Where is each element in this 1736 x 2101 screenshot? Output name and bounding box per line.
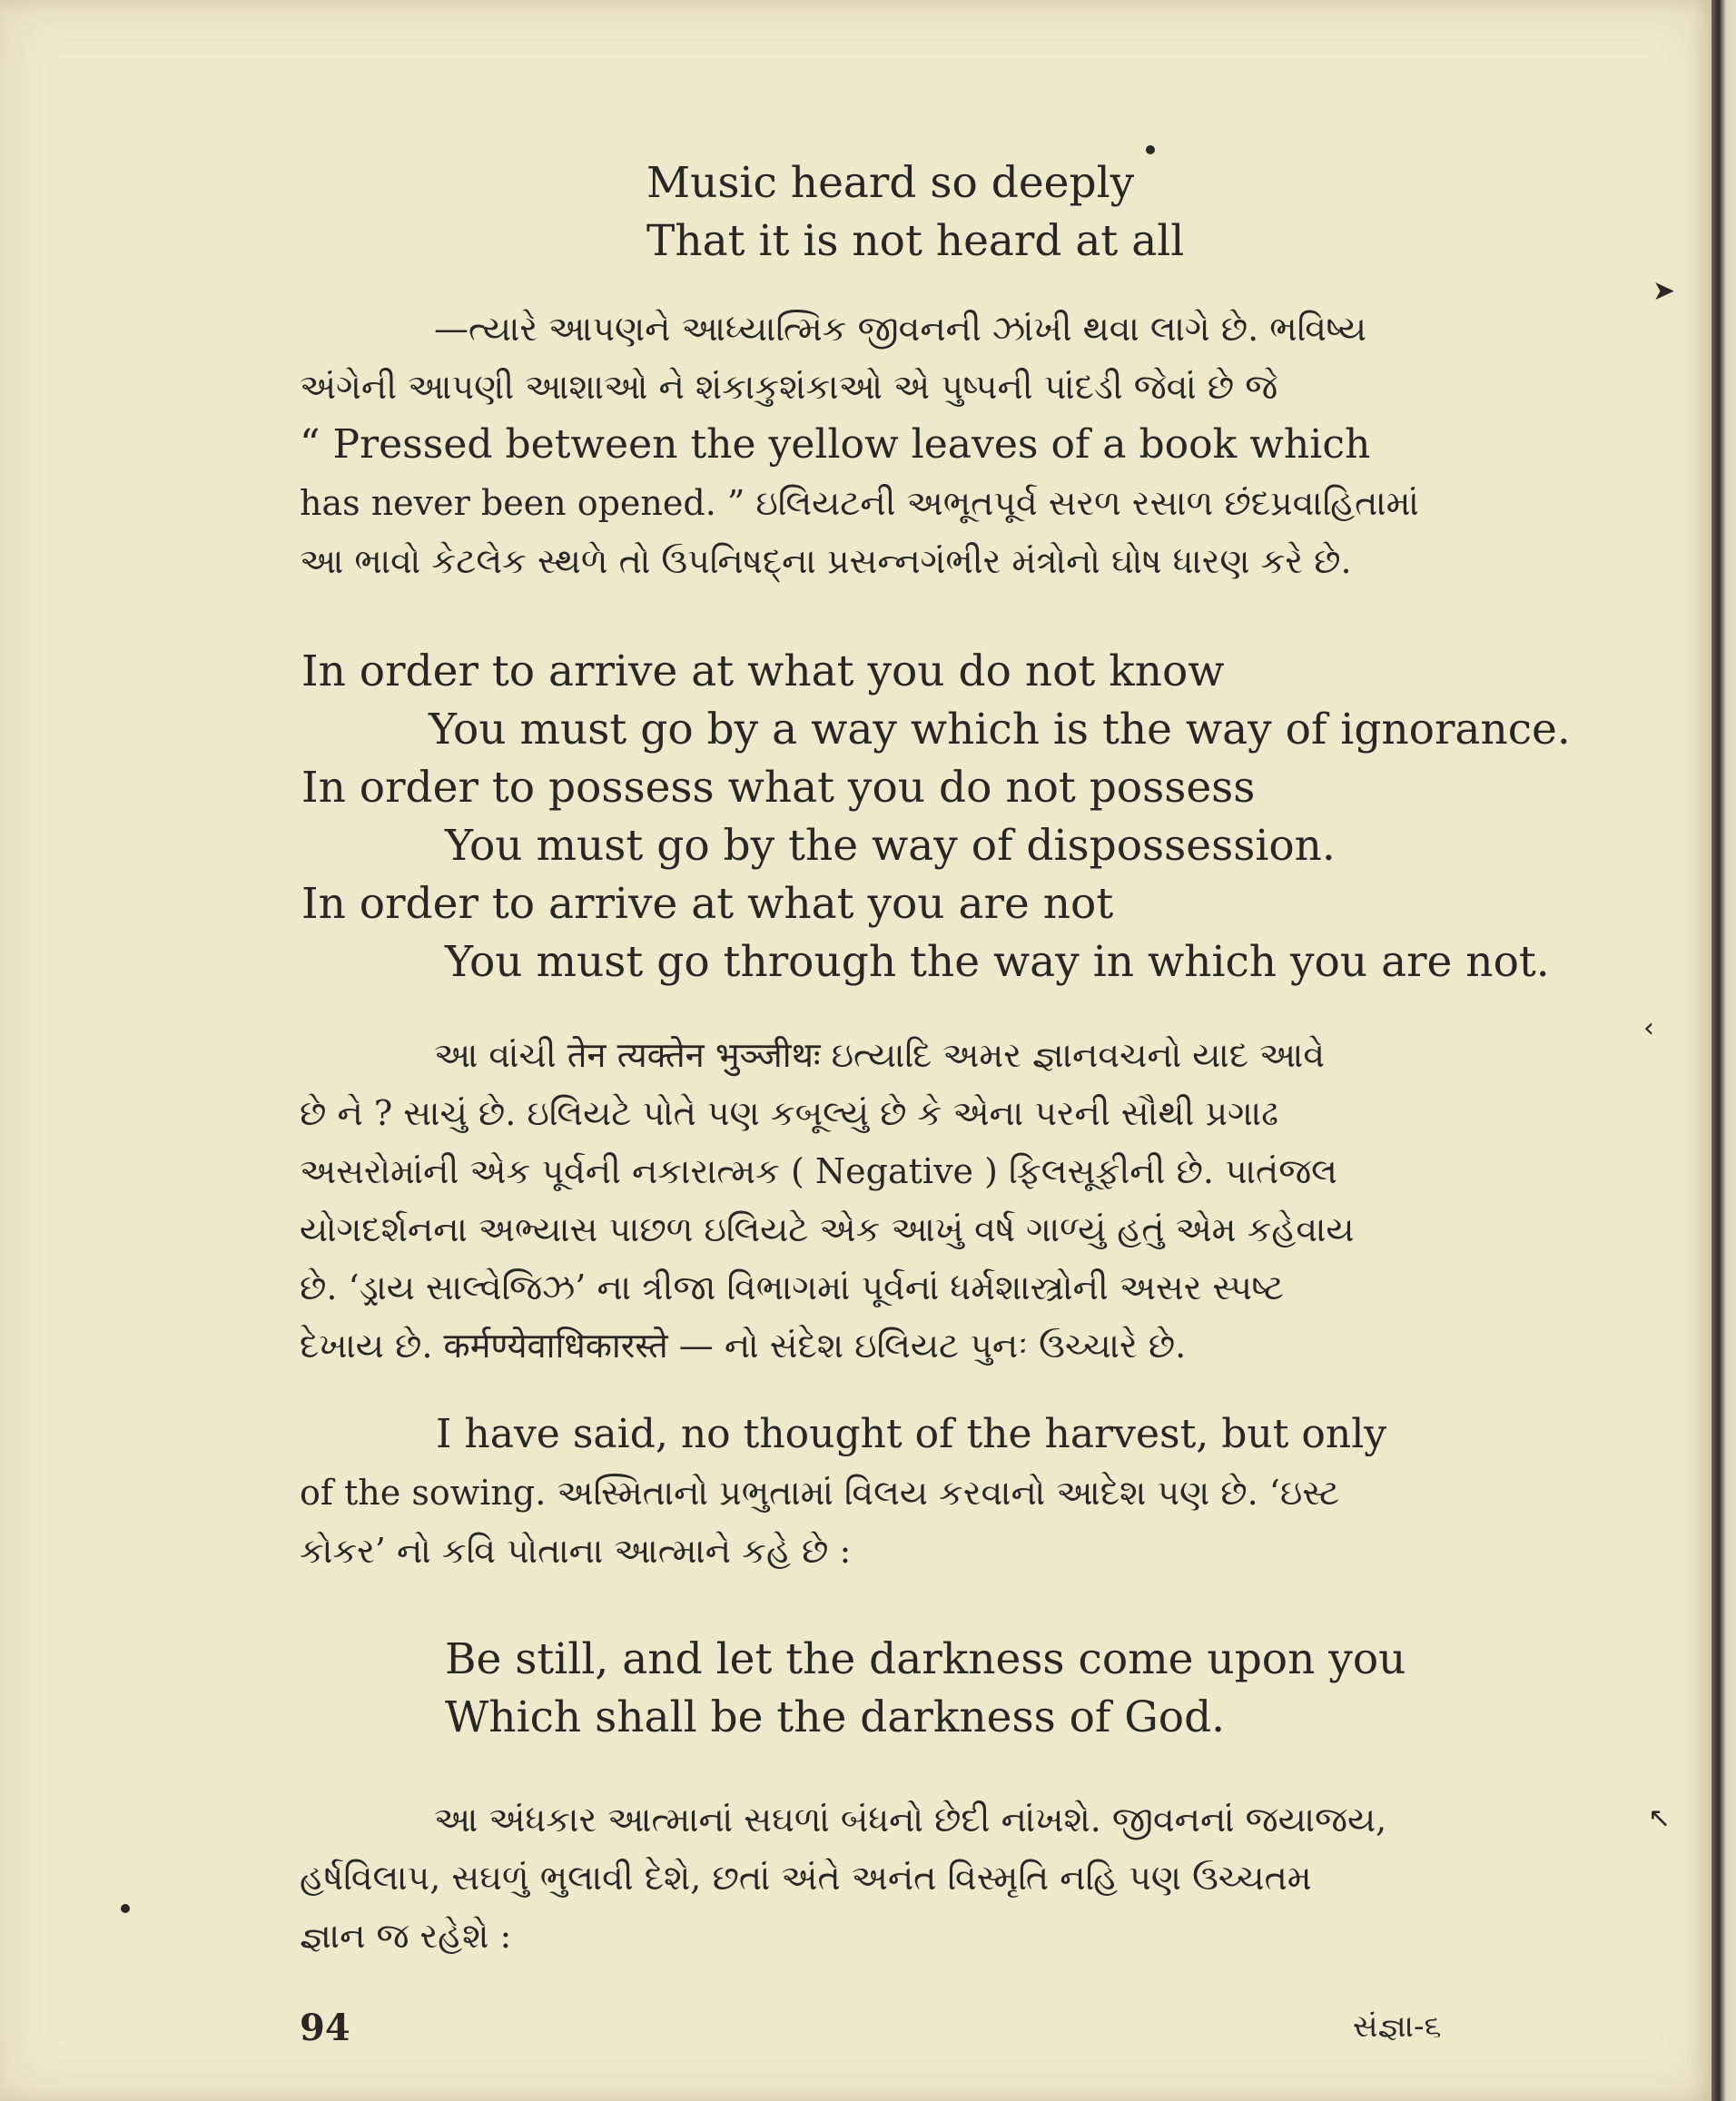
paragraph-line: છે. ‘ડ્રાય સાલ્વેજિઝ’ ના ત્રીજા વિભાગમાં પૂર્વનાં ધર્મશાસ્ત્રોની અસર સ્પષ્ટ [300,1268,1284,1307]
ink-speck [1146,145,1155,154]
verse-line: You must go by a way which is the way of ignorance. [429,705,1571,755]
paragraph-line: has never been opened. ” ઇલિયટની અભૂતપૂર્વ સરળ રસાળ છંદપ્રવાહિતામાં [300,483,1419,523]
paragraph-line: I have said, no thought of the harvest, but only [436,1411,1387,1457]
ink-speck [121,1904,130,1913]
verse-line: In order to possess what you do not possess [301,763,1256,813]
verse-line: That it is not heard at all [646,216,1185,266]
verse-line: Be still, and let the darkness come upon you [445,1634,1406,1684]
verse-line: Which shall be the darkness of God. [445,1692,1226,1742]
paragraph-line: અંગેની આપણી આશાઓ ને શંકાકુશંકાઓ એ પુષ્પની પાંદડી જેવાં છે જે [300,367,1278,407]
paragraph-line: દેખાય છે. कर्मण्येवाधिकारस्ते — નો સંદેશ ઇલિયટ પુનઃ ઉચ્ચારે છે. [300,1326,1187,1366]
verse-line: Music heard so deeply [646,158,1135,208]
paragraph-line: આ વાંચી तेन त्यक्तेन भुञ्जीथः ઇત્યાદિ અમર જ્ઞાનવચનો યાદ આવે [434,1035,1326,1075]
paragraph-line: આ અંધકાર આત્માનાં સઘળાં બંધનો છેદી નાંખશે. જીવનનાં જયાજય, [434,1800,1387,1840]
paragraph-1 [300,300,1448,590]
paragraph-line: of the sowing. અસ્મિતાનો પ્રભુતામાં વિલય કરવાનો આદેશ પણ છે. ‘ઇસ્ટ [300,1473,1340,1513]
paragraph-line: યોગદર્શનના અભ્યાસ પાછળ ઇલિયટે એક આખું વર્ષ ગાળ્યું હતું એમ કહેવાય [300,1209,1355,1249]
paragraph-3 [300,1406,1448,1580]
margin-mark: ‹ [1643,1012,1654,1044]
margin-mark: ➤ [1652,275,1676,307]
paragraph-line: આ ભાવો કેટલેક સ્થળે તો ઉપનિષદ્‌ના પ્રસન્નગંભીર મંત્રોનો ઘોષ ધારણ કરે છે. [300,541,1352,581]
verse-line: You must go through the way in which you are not. [445,937,1550,987]
paragraph-4 [300,1790,1448,1965]
margin-mark: ↖ [1648,1802,1672,1834]
signature-mark: સંજ્ઞા-૬ [1353,2008,1442,2045]
verse-1 [646,154,1184,271]
verse-2 [301,643,1571,991]
paragraph-line: “ Pressed between the yellow leaves of a book which [300,421,1371,468]
page-edge [1711,0,1736,2101]
paragraph-line: છે ને ? સાચું છે. ઇલિયટે પોતે પણ કબૂલ્યું છે કે એના પરની સૌથી પ્રગાઢ [300,1093,1279,1133]
paragraph-line: અસરોમાંની એક પૂર્વની નકારાત્મક ( Negative ) ફિલસૂફીની છે. પાતંજલ [300,1151,1337,1191]
paragraph-line: જ્ઞાન જ રહેશે : [300,1916,512,1956]
paragraph-line: —ત્યારે આપણને આધ્યાત્મિક જીવનની ઝાંખી થવા લાગે છે. ભવિષ્ય [434,309,1366,349]
paragraph-line: હર્ષવિલાપ, સઘળું ભુલાવી દેશે, છતાં અંતે અનંત વિસ્મૃતિ નહિ પણ ઉચ્ચતમ [300,1858,1312,1898]
paragraph-line: કોકર’ નો કવિ પોતાના આત્માને કહે છે : [300,1531,852,1571]
page-number: 94 [300,2007,350,2049]
verse-line: In order to arrive at what you are not [301,879,1114,929]
paragraph-2 [300,1026,1448,1375]
verse-line: In order to arrive at what you do not know [301,646,1225,696]
verse-line: You must go by the way of dispossession. [445,821,1336,871]
verse-3 [445,1631,1406,1747]
